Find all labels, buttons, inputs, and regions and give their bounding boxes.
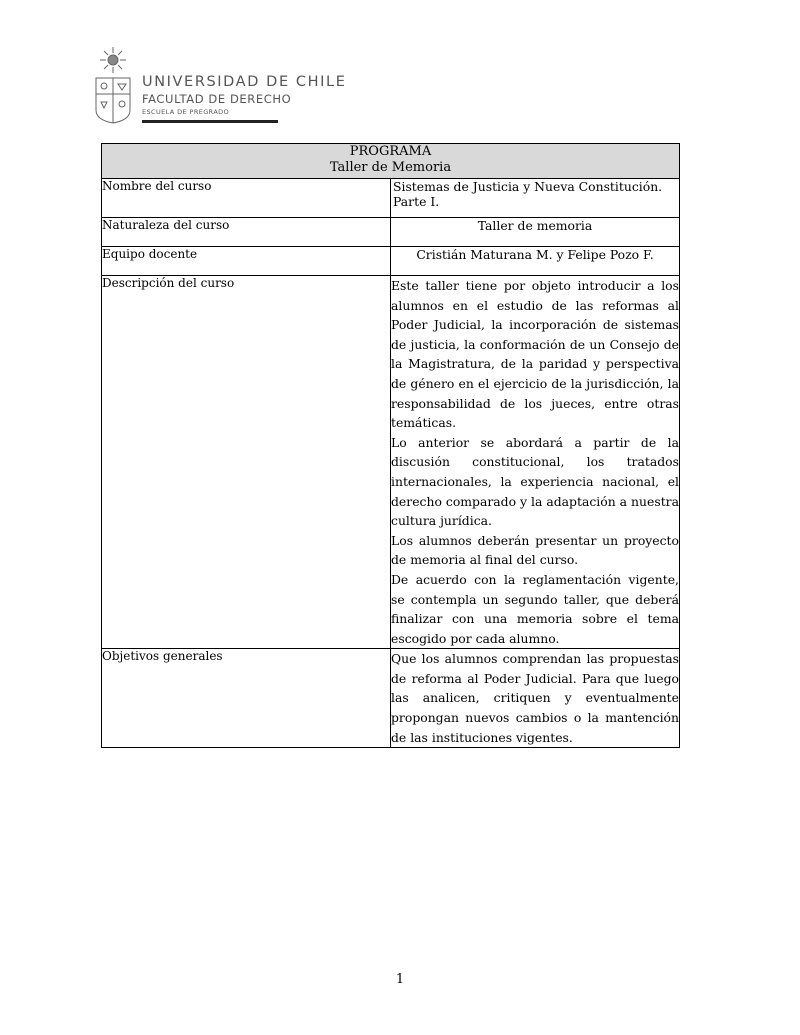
table-row [102, 179, 680, 218]
description-paragraph: De acuerdo con la reglamentación vigente, se contempla un segundo taller, que deberá finalizar con una memoria sobre el tema escogido por cada alumno. [391, 571, 679, 646]
university-name: UNIVERSIDAD DE CHILE [142, 74, 347, 90]
table-row [102, 247, 680, 276]
program-title: PROGRAMA [349, 144, 432, 159]
table-row [102, 649, 680, 748]
team-label: Equipo docente [102, 247, 391, 276]
page-number: 1 [395, 972, 405, 987]
letterhead [93, 44, 347, 128]
objectives-label: Objetivos generales [102, 649, 391, 748]
nature-label: Naturaleza del curso [102, 218, 391, 247]
faculty-name: FACULTAD DE DERECHO [142, 92, 292, 106]
university-crest-icon [93, 44, 133, 124]
table-header-row [102, 144, 680, 179]
description-paragraph: Lo anterior se abordará a partir de la discusión constitucional, los tratados internacionales, la experiencia nacional, el derecho comparado y la adaptación a nuestra cultura jurídica. [391, 434, 679, 529]
description-label: Descripción del curso [102, 276, 391, 649]
letterhead-rule [142, 120, 278, 123]
program-subtitle: Taller de Memoria [329, 160, 452, 175]
table-row [102, 276, 680, 649]
team-value: Cristián Maturana M. y Felipe Pozo F. [391, 247, 680, 276]
objectives-value: Que los alumnos comprendan las propuestas de reforma al Poder Judicial. Para que luego las analicen, critiquen y eventualmente propongan nuevos cambios o la mantención de las instituciones vigentes. [391, 649, 680, 748]
description-value [391, 276, 680, 649]
program-table [101, 143, 680, 748]
table-row [102, 218, 680, 247]
nature-value: Taller de memoria [391, 218, 680, 247]
course-name-label: Nombre del curso [102, 179, 391, 218]
description-paragraph: Este taller tiene por objeto introducir a los alumnos en el estudio de las reformas al Poder Judicial, la incorporación de sistemas de justicia, la conformación de un Consejo de la Magistratura, de la paridad y perspectiva de género en el ejercicio de la jurisdicción, la responsabilidad de los jueces, entre otras temáticas. [391, 278, 679, 431]
table-header-cell [102, 144, 680, 179]
course-name-value: Sistemas de Justicia y Nueva Constitución. Parte I. [391, 179, 680, 218]
description-paragraph: Los alumnos deberán presentar un proyecto de memoria al final del curso. [391, 532, 679, 568]
school-name: ESCUELA DE PREGRADO [142, 108, 230, 116]
